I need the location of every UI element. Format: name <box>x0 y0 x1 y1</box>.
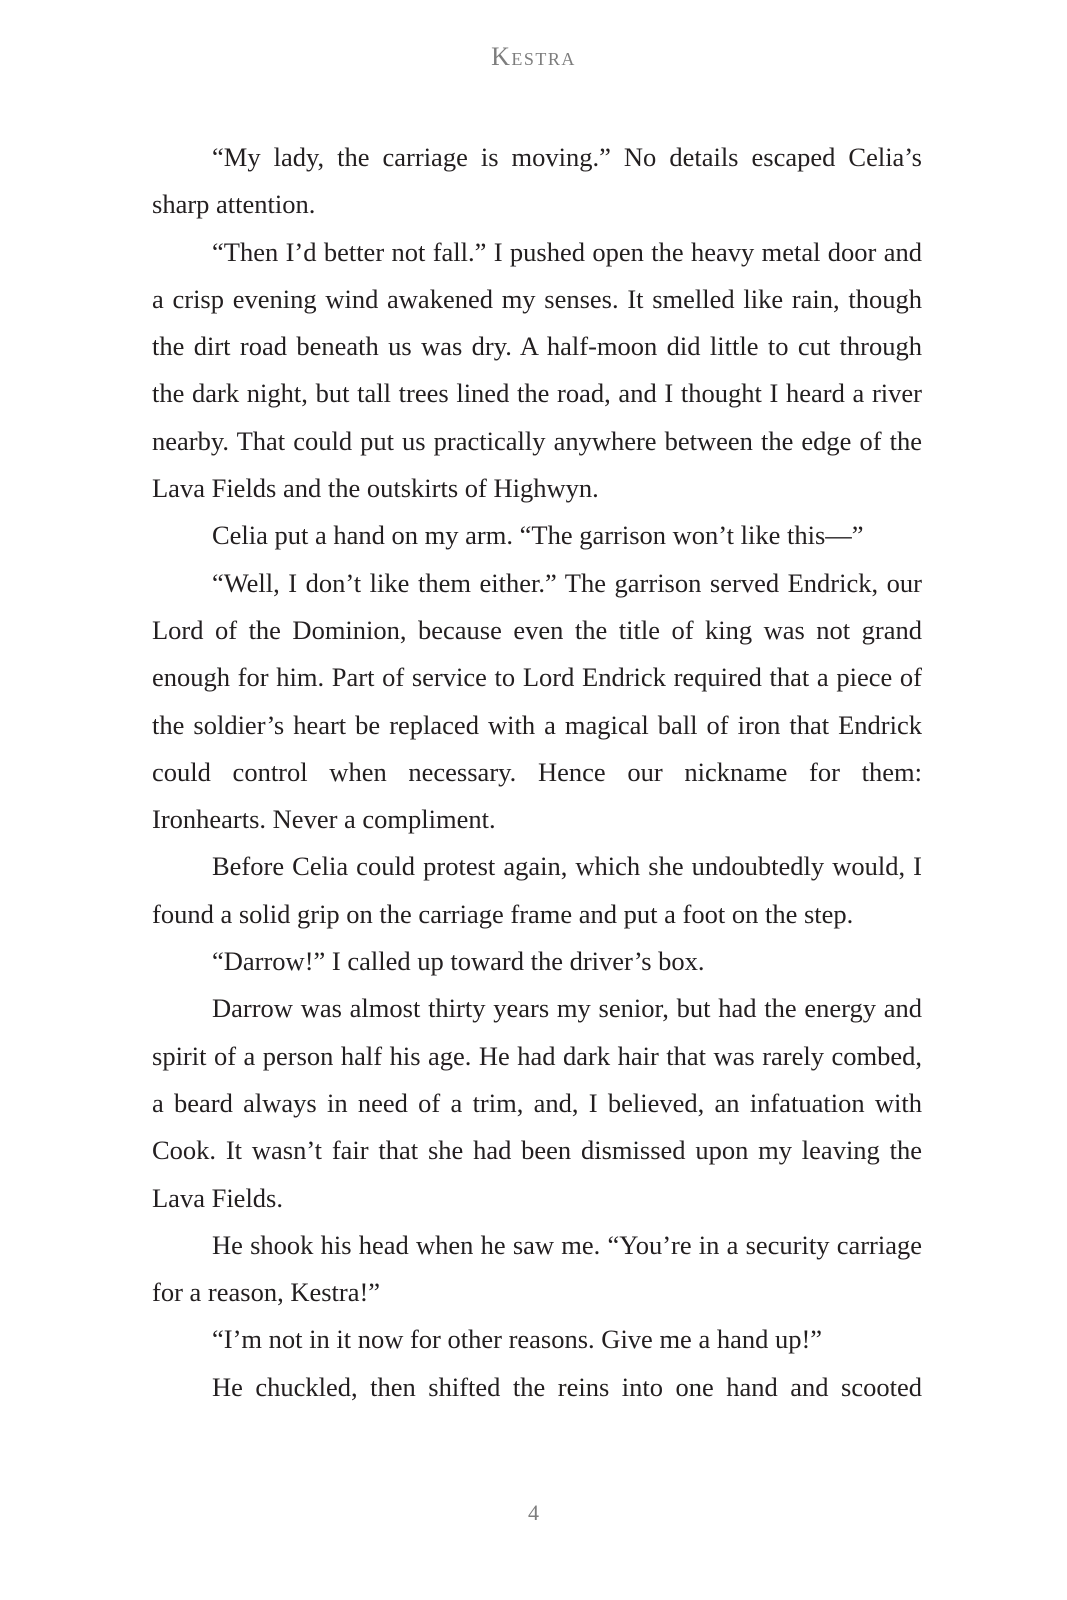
paragraph: He chuckled, then shifted the reins into one hand and scooted <box>212 1371 922 1402</box>
paragraph: “Then I’d better not fall.” I pushed open the heavy metal door and a crisp evening wind awakened my senses. It smelled like rain, though the dirt road beneath us was dry. A half-moon did little to cut through the dark night, but tall trees lined the road, and I thought I heard a river nearby. That could put us practically anywhere between the edge of the Lava Fields and the outskirts of Highwyn. <box>152 236 922 504</box>
body-text <box>152 134 922 1411</box>
page-number: 4 <box>528 1500 539 1525</box>
paragraph: “Well, I don’t like them either.” The garrison served Endrick, our Lord of the Dominion, because even the title of king was not grand enough for him. Part of service to Lord Endrick required that a piece of the soldier’s heart be replaced with a magical ball of iron that Endrick could control when necessary. Hence our nickname for them: Ironhearts. Never a compliment. <box>152 567 922 835</box>
paragraph: Celia put a hand on my arm. “The garrison won’t like this—” <box>212 520 864 551</box>
running-head: Kestra <box>491 42 576 71</box>
paragraph: “I’m not in it now for other reasons. Give me a hand up!” <box>212 1324 823 1355</box>
paragraph: Before Celia could protest again, which she undoubtedly would, I found a solid grip on the carriage frame and put a foot on the step. <box>152 851 922 929</box>
paragraph: He shook his head when he saw me. “You’re in a security carriage for a reason, Kestra!” <box>152 1229 922 1308</box>
paragraph: “Darrow!” I called up toward the driver’s box. <box>212 946 705 977</box>
paragraph: “My lady, the carriage is moving.” No details escaped Celia’s sharp attention. <box>152 142 922 220</box>
paragraph: Darrow was almost thirty years my senior, but had the energy and spirit of a person half his age. He had dark hair that was rarely combed, a beard always in need of a trim, and, I believed, an infatuation with Cook. It wasn’t fair that she had been dismissed upon my leaving the Lava Fields. <box>152 993 922 1213</box>
